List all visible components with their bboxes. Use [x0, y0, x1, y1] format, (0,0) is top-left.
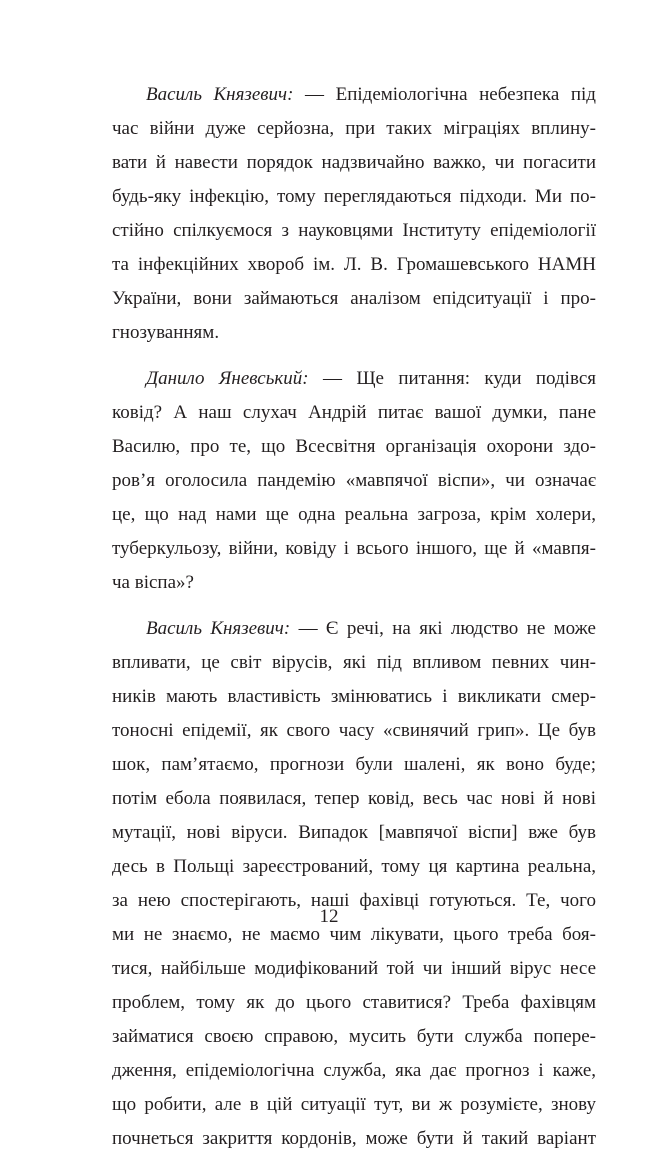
line-text: — Епідеміологічна небезпека під: [293, 84, 596, 105]
text-line: [112, 78, 596, 112]
text-line: стійно спілкуємося з науковцями Інституту епідеміології: [112, 220, 596, 241]
text-line: це, що над нами ще одна реальна загроза, крім холери,: [112, 504, 596, 525]
text-line: потім ебола появилася, тепер ковід, весь час нові й нові: [112, 788, 596, 809]
speaker-name: Данило Яневський:: [146, 368, 309, 389]
speaker-name: Василь Князевич:: [146, 618, 291, 639]
text-line: Василю, про те, що Всесвітня організація охорони здо-: [112, 436, 596, 457]
text-line: тоносні епідемії, як свого часу «свинячий грип». Це був: [112, 720, 596, 741]
text-line: почнеться закриття кордонів, може бути й такий варіант: [112, 1128, 596, 1149]
text-line: вати й навести порядок надзвичайно важко, чи погасити: [112, 152, 596, 173]
text-line: впливати, це світ вірусів, які під впливом певних чин-: [112, 652, 596, 673]
paragraph: [112, 78, 596, 350]
page-body: [112, 78, 596, 1168]
page-number: 12: [319, 906, 339, 927]
text-line: ча віспа»?: [112, 572, 194, 593]
text-line: час війни дуже серйозна, при таких міграціях вплину-: [112, 118, 596, 139]
text-line: ров’я оголосила пандемію «мавпячої віспи», чи означає: [112, 470, 596, 491]
text-line: ми не знаємо, не маємо чим лікувати, цього треба боя-: [112, 924, 596, 945]
text-line: [112, 362, 596, 396]
paragraph: [112, 362, 596, 600]
text-line: мутації, нові віруси. Випадок [мавпячої віспи] вже був: [112, 822, 596, 843]
speaker-name: Василь Князевич:: [146, 84, 294, 105]
text-line: десь в Польщі зареєстрований, тому ця картина реальна,: [112, 856, 596, 877]
text-line: що робити, але в цій ситуації тут, ви ж розумієте, знову: [112, 1094, 596, 1115]
text-line: за нею спостерігають, наші фахівці готуються. Те, чого: [112, 890, 596, 911]
text-line: туберкульозу, війни, ковіду і всього іншого, ще й «мавпя-: [112, 538, 596, 559]
text-line: тися, найбільше модифікований той чи інший вірус несе: [112, 958, 596, 979]
text-line: та інфекційних хвороб ім. Л. В. Громашевського НАМН: [112, 254, 596, 275]
text-line: гнозуванням.: [112, 322, 220, 343]
text-line: будь-яку інфекцію, тому переглядаються підходи. Ми по-: [112, 186, 596, 207]
text-line: ковід? А наш слухач Андрій питає вашої думки, пане: [112, 402, 596, 423]
text-line: ників мають властивість змінюватись і викликати смер-: [112, 686, 596, 707]
line-text: — Ще питання: куди подівся: [308, 368, 596, 389]
text-line: дження, епідеміологічна служба, яка дає прогноз і каже,: [112, 1060, 596, 1081]
text-line: України, вони займаються аналізом епідситуації і про-: [112, 288, 596, 309]
text-line: шок, пам’ятаємо, прогнози були шалені, як воно буде;: [112, 754, 596, 775]
paragraph: [112, 612, 596, 1156]
text-line: проблем, тому як до цього ставитися? Треба фахівцям: [112, 992, 596, 1013]
text-line: займатися своєю справою, мусить бути служба попере-: [112, 1026, 596, 1047]
text-line: [112, 612, 596, 646]
line-text: — Є речі, на які людство не може: [290, 618, 596, 639]
